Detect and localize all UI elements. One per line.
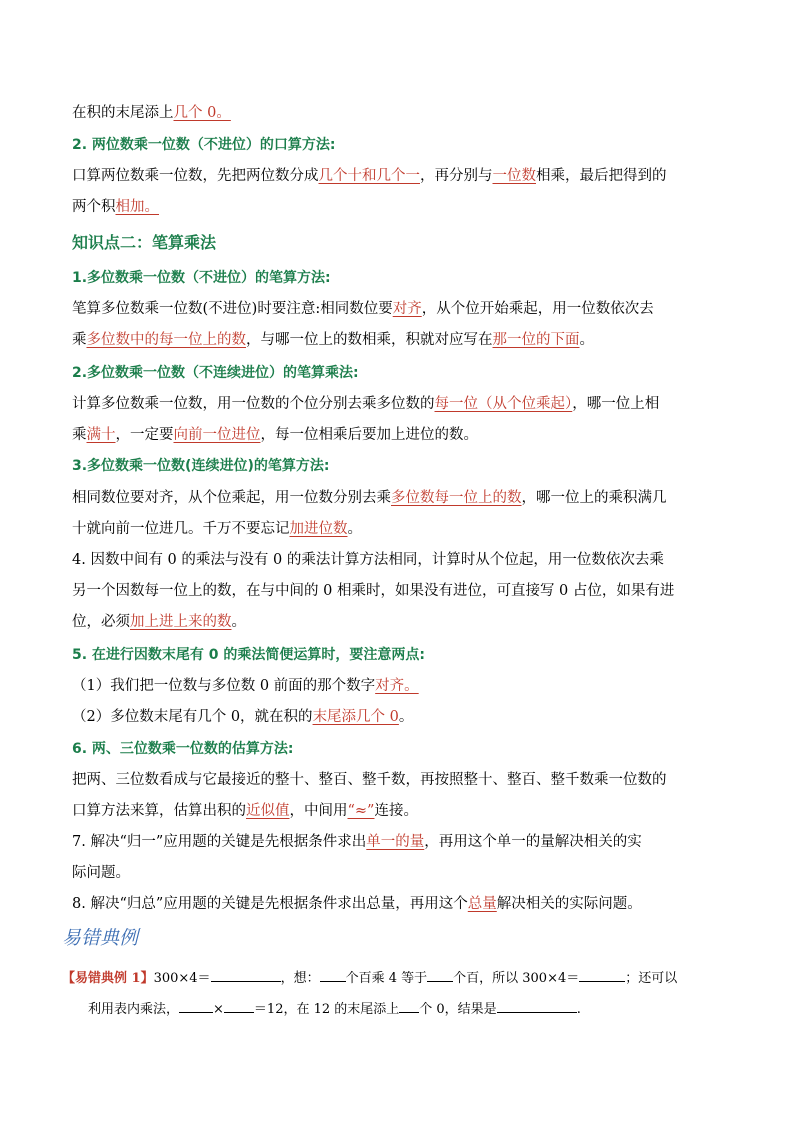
- paragraph: 际问题。: [72, 865, 130, 881]
- answer-blank[interactable]: [211, 967, 281, 982]
- answer-blank[interactable]: [427, 967, 453, 982]
- answer-text: 多位数每一位上的数: [391, 490, 522, 506]
- answer-text: 加上进上来的数: [130, 614, 232, 630]
- answer-text: 几个 0。: [173, 105, 231, 121]
- paragraph: 计算多位数乘一位数，用一位数的个位分别去乘多位数的每一位（从个位乘起），哪一位上相: [72, 396, 660, 412]
- answer-text: 向前一位进位: [173, 427, 261, 443]
- paragraph: 4. 因数中间有 0 的乘法与没有 0 的乘法计算方法相同，计算时从个位起，用一位数依次去乘: [72, 552, 664, 568]
- paragraph: 乘多位数中的每一位上的数，与哪一位上的数相乘，积就对应写在那一位的下面。: [72, 332, 594, 348]
- paragraph: 相同数位要对齐，从个位乘起，用一位数分别去乘多位数每一位上的数，哪一位上的乘积满几: [72, 490, 667, 506]
- paragraph: 7. 解决“归一”应用题的关键是先根据条件求出单一的量，再用这个单一的量解决相关的实: [72, 834, 642, 850]
- answer-text: 相加。: [115, 199, 159, 215]
- paragraph: （2）多位数末尾有几个 0，就在积的末尾添几个 0。: [72, 709, 414, 725]
- paragraph: 把两、三位数看成与它最接近的整十、整百、整千数，再按照整十、整百、整千数乘一位数的: [72, 772, 667, 788]
- answer-text: 多位数中的每一位上的数: [86, 332, 246, 348]
- answer-blank[interactable]: [224, 998, 254, 1013]
- answer-text: 对齐: [392, 301, 422, 317]
- answer-text: 对齐。: [375, 678, 419, 694]
- answer-text: 末尾添几个 0: [312, 709, 399, 725]
- paragraph: 乘满十，一定要向前一位进位，每一位相乘后要加上进位的数。: [72, 427, 478, 443]
- paragraph: （1）我们把一位数与多位数 0 前面的那个数字对齐。: [72, 678, 419, 694]
- text: 在积的末尾添上: [72, 105, 174, 121]
- answer-blank[interactable]: [399, 998, 419, 1013]
- answer-blank[interactable]: [579, 967, 625, 982]
- example-question: 【易错典例 1】300×4＝ ，想： 个百乘 4 等于 个百，所以 300×4＝ ；还可以: [62, 967, 677, 989]
- answer-blank[interactable]: [320, 967, 346, 982]
- paragraph: 口算方法来算，估算出积的近似值，中间用“≈”连接。: [72, 803, 418, 819]
- answer-blank[interactable]: [497, 998, 577, 1013]
- answer-text: 单一的量: [366, 834, 425, 850]
- example-question: 利用表内乘法， × ＝12，在 12 的末尾添上 个 0，结果是 .: [88, 998, 581, 1020]
- answer-text: 那一位的下面: [492, 332, 580, 348]
- paragraph: 十就向前一位进几。千万不要忘记加进位数。: [72, 521, 362, 537]
- answer-text: 加进位数: [289, 521, 348, 537]
- subheading: 3.多位数乘一位数(连续进位)的笔算方法:: [72, 458, 330, 474]
- paragraph: [72, 103, 231, 123]
- answer-text: 满十: [86, 427, 116, 443]
- answer-text: 几个十和几个一: [318, 168, 420, 184]
- subheading: 1.多位数乘一位数（不进位）的笔算方法:: [72, 270, 331, 286]
- subheading: 2.多位数乘一位数（不连续进位）的笔算乘法:: [72, 365, 359, 381]
- subheading: 2. 两位数乘一位数（不进位）的口算方法:: [72, 137, 336, 153]
- paragraph: 笔算多位数乘一位数(不进位)时要注意:相同数位要对齐，从个位开始乘起，用一位数依次去: [72, 301, 654, 317]
- paragraph: 8. 解决“归总”应用题的关键是先根据条件求出总量，再用这个总量解决相关的实际问题。: [72, 896, 642, 912]
- subheading: 6. 两、三位数乘一位数的估算方法:: [72, 741, 294, 757]
- subheading: 5. 在进行因数末尾有 0 的乘法简便运算时，要注意两点:: [72, 647, 426, 663]
- section-banner: 易错典例: [62, 927, 139, 949]
- answer-blank[interactable]: [179, 998, 213, 1013]
- answer-text: 每一位（从个位乘起）: [434, 396, 573, 412]
- paragraph: 两个积相加。: [72, 199, 159, 215]
- paragraph: 位，必须加上进上来的数。: [72, 614, 246, 630]
- example-label: 【易错典例 1】: [62, 971, 154, 986]
- answer-text: 总量: [467, 896, 497, 912]
- answer-text: “≈”: [347, 803, 375, 819]
- answer-text: 一位数: [492, 168, 536, 184]
- answer-text: 近似值: [246, 803, 290, 819]
- paragraph: 另一个因数每一位上的数，在与中间的 0 相乘时，如果没有进位，可直接写 0 占位，如果有进: [72, 583, 675, 599]
- paragraph: 口算两位数乘一位数，先把两位数分成几个十和几个一，再分别与一位数相乘，最后把得到的: [72, 168, 667, 184]
- section-heading: 知识点二：笔算乘法: [72, 233, 217, 252]
